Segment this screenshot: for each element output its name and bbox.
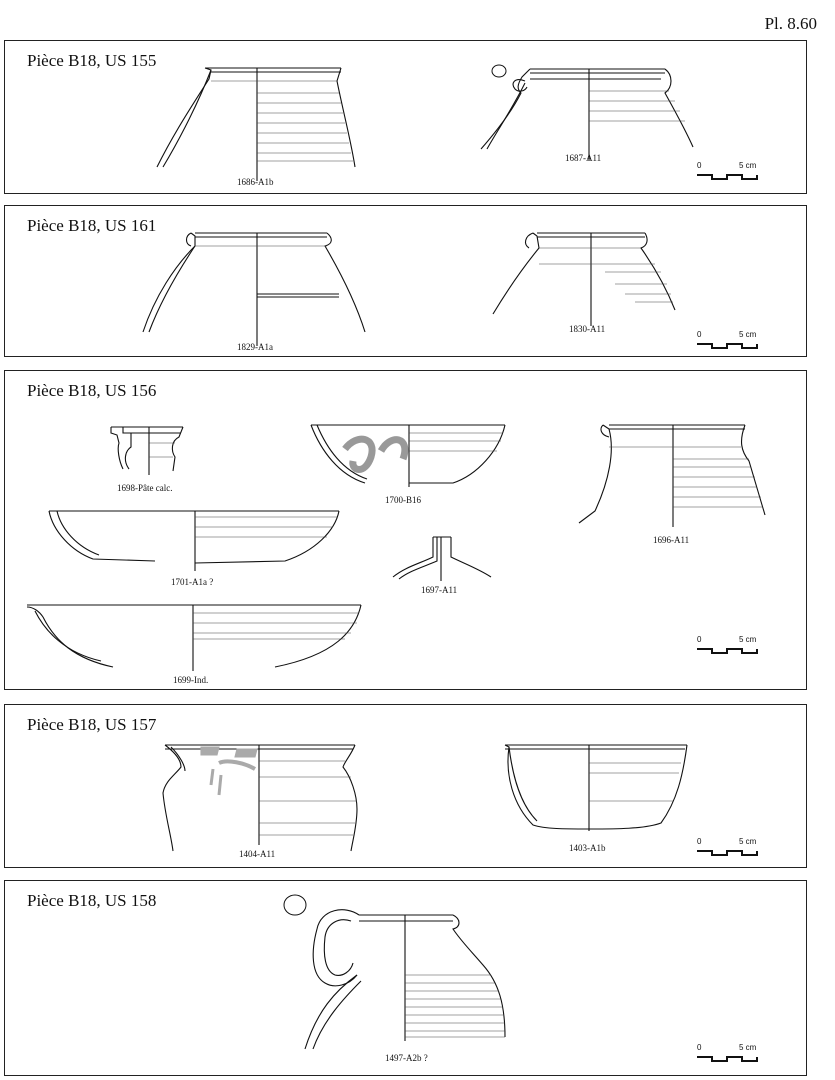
vessel-1699-profile: [27, 605, 361, 671]
sherd-label: 1699-Ind.: [173, 675, 209, 685]
panel-title: Pièce B18, US 158: [27, 891, 157, 910]
vessel-1404-profile: [163, 745, 357, 851]
vessel-1830-profile: [493, 233, 675, 326]
scale-bar: 0 5 cm: [697, 161, 767, 183]
vessel-1697-profile: [393, 537, 491, 581]
pottery-drawings: [5, 705, 808, 869]
vessel-1700-profile: [311, 425, 505, 487]
panel-us157: [4, 704, 807, 868]
panel-us161: [4, 205, 807, 357]
sherd-label: 1829-A1a: [237, 342, 273, 352]
pottery-drawings: [5, 41, 808, 195]
scale-bar: 0 5 cm: [697, 635, 767, 657]
vessel-1687-profile: [481, 65, 693, 161]
panel-us155: [4, 40, 807, 194]
scale-bar: 0 5 cm: [697, 330, 767, 352]
sherd-label: 1696-A11: [653, 535, 690, 545]
plate-number: Pl. 8.60: [764, 14, 817, 33]
sherd-label: 1497-A2b ?: [385, 1053, 428, 1063]
sherd-label: 1698-Pâte calc.: [117, 483, 173, 493]
vessel-1497-profile: [284, 895, 505, 1049]
sherd-label: 1686-A1b: [237, 177, 274, 187]
scale-bar: 0 5 cm: [697, 837, 767, 859]
sherd-label: 1687-A11: [565, 153, 602, 163]
sherd-label: 1700-B16: [385, 495, 421, 505]
panel-title: Pièce B18, US 157: [27, 715, 157, 734]
vessel-1686-profile: [157, 68, 355, 181]
vessel-1698-profile: [111, 427, 183, 475]
panel-title: Pièce B18, US 161: [27, 216, 157, 235]
vessel-1829-profile: [143, 233, 365, 346]
panel-us158: [4, 880, 807, 1076]
vessel-1403-profile: [505, 745, 687, 831]
pottery-drawings: [5, 371, 808, 691]
scale-bar: 0 5 cm: [697, 1043, 767, 1065]
sherd-label: 1701-A1a ?: [171, 577, 214, 587]
pottery-drawings: [5, 881, 808, 1077]
vessel-1701-profile: [49, 511, 339, 571]
sherd-label: 1403-A1b: [569, 843, 606, 853]
sherd-label: 1404-A11: [239, 849, 276, 859]
sherd-label: 1697-A11: [421, 585, 458, 595]
panel-title: Pièce B18, US 156: [27, 381, 157, 400]
panel-title: Pièce B18, US 155: [27, 51, 157, 70]
sherd-label: 1830-A11: [569, 324, 606, 334]
panel-us156: [4, 370, 807, 690]
pottery-drawings: [5, 206, 808, 358]
vessel-1696-profile: [579, 425, 765, 527]
